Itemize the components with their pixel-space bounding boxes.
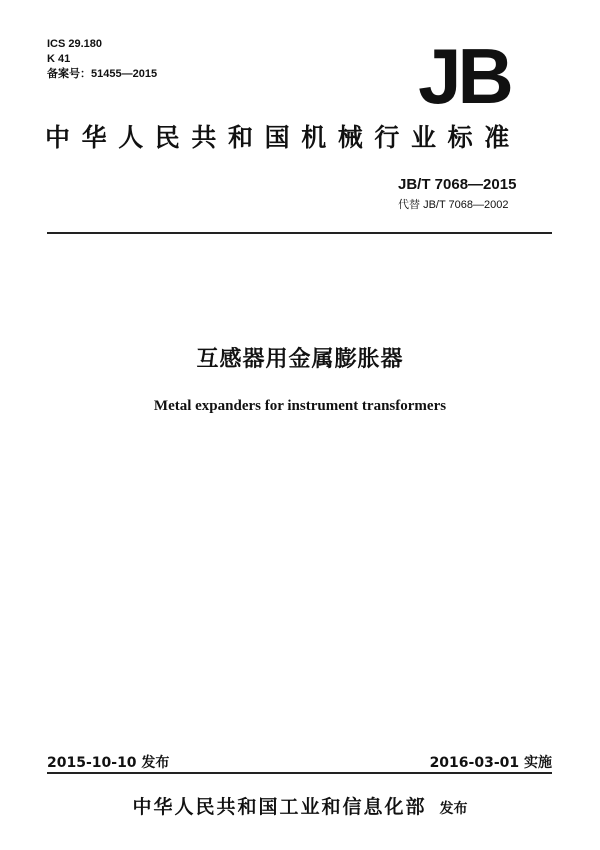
replaces-number: JB/T 7068—2002 [423,199,509,211]
standard-number: JB/T 7068—2015 [398,176,517,193]
bottom-divider [47,772,552,774]
implementation-date: 2016-03-01 实施 [429,755,552,771]
issuer-suffix: 发布 [439,801,468,817]
standard-number-block [398,176,516,212]
classification-block [47,37,157,82]
logo-text: JB [418,32,510,120]
replaces-line [398,196,516,212]
issuer-name: 中华人民共和国工业和信息化部 [132,796,427,818]
jb-logo [405,32,523,120]
replaces-label: 代替 [398,198,420,211]
document-title-cn: 互感器用金属膨胀器 [196,347,404,372]
issuer-line [0,792,600,819]
top-divider [47,232,552,234]
document-title-en: Metal expanders for instrument transformers [153,398,447,414]
record-number: 备案号：51455—2015 [47,68,158,80]
ccs-code: K 41 [47,53,71,65]
ics-code: ICS 29.180 [47,38,103,50]
issue-date: 2015-10-10 发布 [47,755,170,771]
industry-standard-title: 中华人民共和国机械行业标准 [45,123,521,152]
